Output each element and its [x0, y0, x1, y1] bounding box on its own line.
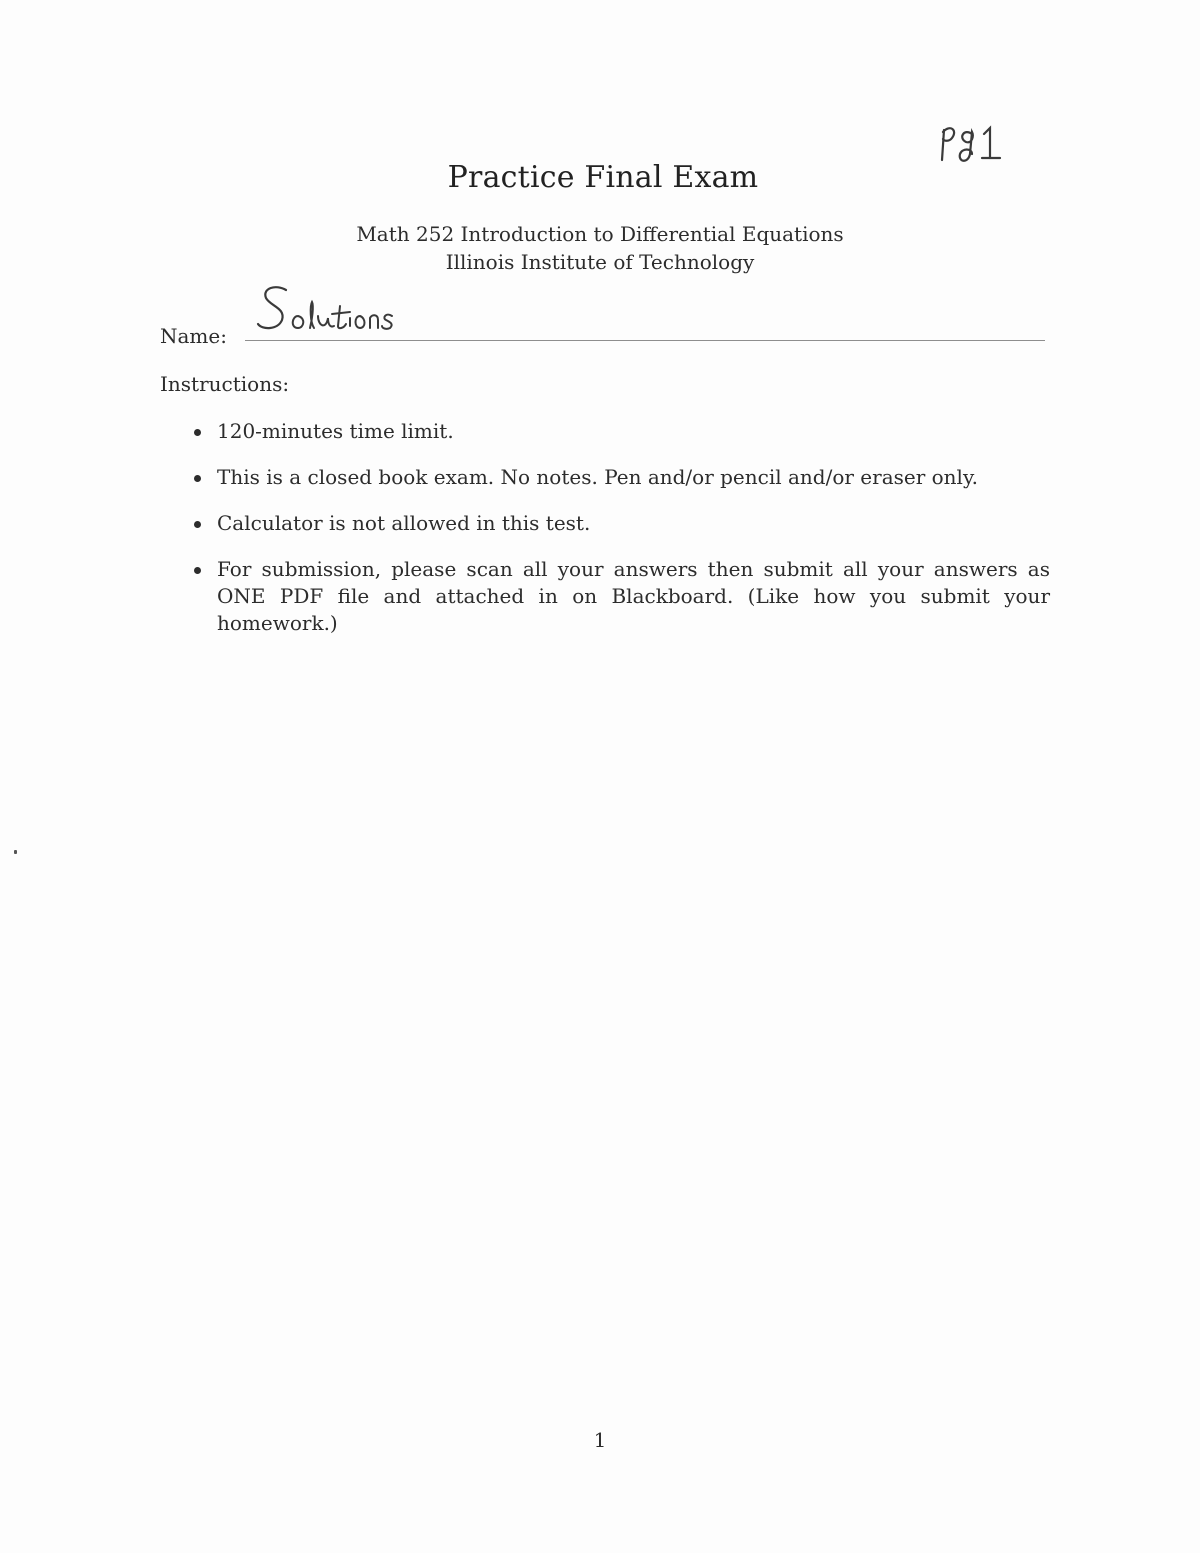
exam-title: Practice Final Exam: [447, 160, 759, 195]
scan-speck: [14, 850, 17, 854]
list-item: [190, 510, 1050, 537]
handwritten-name: [252, 280, 402, 340]
name-label: Name:: [160, 324, 227, 348]
instruction-text: This is a closed book exam. No notes. Pen and/or pencil and/or eraser only.: [217, 465, 978, 489]
instruction-text: Calculator is not allowed in this test.: [217, 511, 591, 535]
instruction-text: For submission, please scan all your answers then submit all your answers as ONE PDF file and attached in on Blackboard. (Like how you submit your homework.): [217, 557, 1050, 635]
list-item: [190, 556, 1050, 637]
name-underline: [245, 340, 1045, 341]
institution-name: Illinois Institute of Technology: [445, 250, 755, 274]
course-name: Math 252 Introduction to Differential Equations: [356, 222, 844, 246]
bullet-icon: [194, 521, 201, 528]
instructions-list: [190, 418, 1050, 656]
handwritten-solutions-drawing: [252, 280, 402, 340]
instruction-text: 120-minutes time limit.: [217, 419, 454, 443]
instructions-heading: Instructions:: [160, 372, 290, 396]
bullet-icon: [194, 567, 201, 574]
page-number: 1: [593, 1428, 607, 1452]
list-item: [190, 464, 1050, 491]
bullet-icon: [194, 429, 201, 436]
bullet-icon: [194, 475, 201, 482]
list-item: [190, 418, 1050, 445]
